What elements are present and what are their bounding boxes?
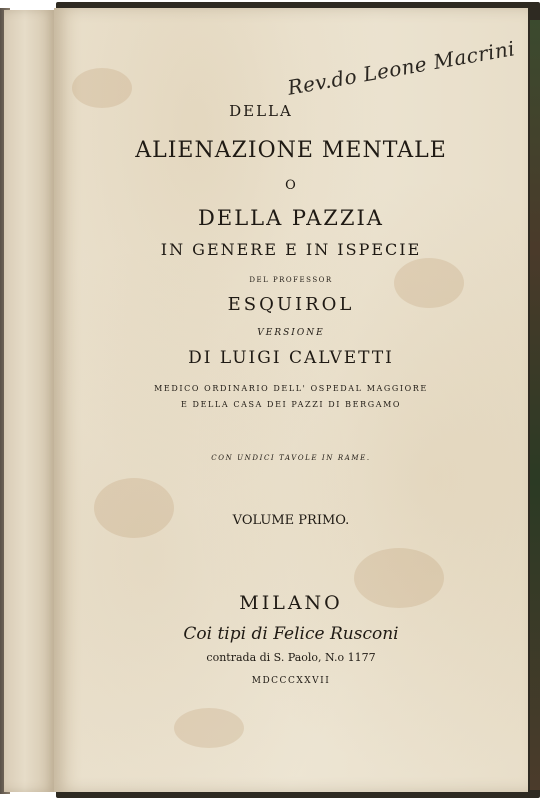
- author-name: ESQUIROL: [227, 294, 355, 315]
- plates-note: CON UNDICI TAVOLE IN RAME.: [211, 454, 371, 462]
- marbled-board-edge: [530, 20, 540, 790]
- imprint-printer: Coi tipi di Felice Rusconi: [183, 624, 399, 644]
- foxing-spot: [94, 478, 174, 538]
- volume-label: VOLUME PRIMO.: [232, 513, 350, 528]
- translator-title-2: E DELLA CASA DEI PAZZI DI BERGAMO: [180, 400, 402, 409]
- title-page: [54, 8, 528, 792]
- title-line-in-genere: IN GENERE E IN ISPECIE: [160, 240, 422, 259]
- title-line-della: DELLA: [229, 102, 293, 120]
- imprint-city: MILANO: [239, 592, 343, 614]
- foxing-spot: [174, 708, 244, 748]
- imprint-address: contrada di S. Paolo, N.o 1177: [206, 651, 376, 664]
- title-line-versione: VERSIONE: [257, 328, 325, 338]
- title-line-della-pazzia: DELLA PAZZIA: [198, 206, 384, 230]
- title-line-alienazione: ALIENAZIONE MENTALE: [135, 138, 447, 163]
- title-line-del-professor: DEL PROFESSOR: [249, 276, 333, 284]
- translator-title-1: MEDICO ORDINARIO DELL' OSPEDAL MAGGIORE: [154, 384, 428, 393]
- left-flyleaf: [4, 10, 57, 792]
- imprint-year: MDCCCXXVII: [251, 676, 331, 686]
- title-line-o: O: [285, 178, 297, 193]
- handwritten-inscription: Rev.do Leone Macrini: [285, 36, 517, 100]
- translator-name: DI LUIGI CALVETTI: [188, 348, 394, 368]
